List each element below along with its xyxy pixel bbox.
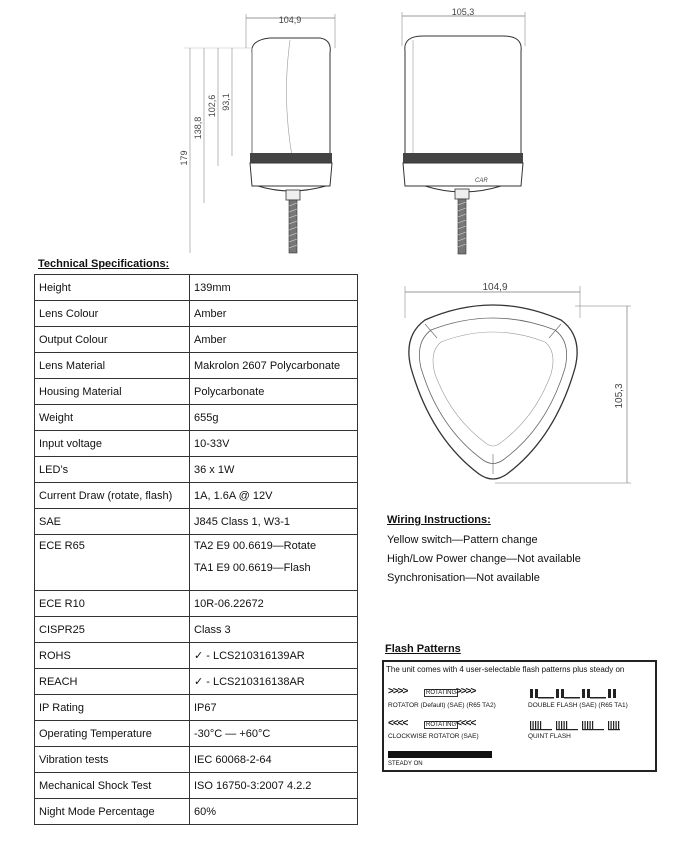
spec-value: 1A, 1.6A @ 12V	[190, 483, 358, 509]
spec-value: Amber	[190, 327, 358, 353]
top-view-drawing	[395, 278, 640, 493]
spec-value: 655g	[190, 405, 358, 431]
spec-row	[35, 535, 358, 591]
dim-179-label: 179	[179, 150, 189, 166]
flash-patterns-title: Flash Patterns	[385, 643, 461, 655]
spec-key: ECE R10	[35, 591, 190, 617]
flash-patterns-box	[382, 660, 657, 772]
spec-value-line: TA1 E9 00.6619—Flash	[194, 562, 311, 574]
rotator-label: ROTATOR (Default) (SAE) (R65 TA2)	[388, 702, 496, 709]
side-view-drawing	[170, 8, 370, 258]
cw-rotator-arrows-icon: <<<<	[388, 718, 408, 729]
spec-key: IP Rating	[35, 695, 190, 721]
spec-value: Makrolon 2607 Polycarbonate	[190, 353, 358, 379]
spec-row	[35, 695, 358, 721]
spec-key: ROHS	[35, 643, 190, 669]
spec-row	[35, 747, 358, 773]
spec-row	[35, 431, 358, 457]
spec-value: IEC 60068-2-64	[190, 747, 358, 773]
spec-key: Height	[35, 275, 190, 301]
quint-flash-icon	[528, 719, 632, 731]
spec-value: Amber	[190, 301, 358, 327]
spec-row	[35, 617, 358, 643]
spec-key: Input voltage	[35, 431, 190, 457]
spec-key: Weight	[35, 405, 190, 431]
spec-value: 10-33V	[190, 431, 358, 457]
spec-key: Output Colour	[35, 327, 190, 353]
spec-row	[35, 721, 358, 747]
double-flash-label: DOUBLE FLASH (SAE) (R65 TA1)	[528, 702, 628, 709]
spec-key: Operating Temperature	[35, 721, 190, 747]
flash-intro: The unit comes with 4 user-selectable flash patterns plus steady on	[386, 665, 625, 674]
top-depth-label: 105,3	[614, 383, 625, 409]
spec-key: Vibration tests	[35, 747, 190, 773]
front-view-drawing	[395, 6, 535, 258]
svg-text:CAR: CAR	[475, 178, 488, 184]
spec-value: Class 3	[190, 617, 358, 643]
spec-value: 10R-06.22672	[190, 591, 358, 617]
front-width-label: 105,3	[451, 7, 475, 17]
side-width-label: 104,9	[278, 15, 302, 25]
spec-key: Mechanical Shock Test	[35, 773, 190, 799]
top-width-label: 104,9	[482, 282, 508, 293]
spec-row	[35, 327, 358, 353]
spec-key: Housing Material	[35, 379, 190, 405]
wiring-instructions	[387, 514, 581, 585]
spec-key: Lens Material	[35, 353, 190, 379]
rotating-tag: ROTATING	[426, 722, 457, 728]
spec-row	[35, 799, 358, 825]
dim-138-label: 138,8	[193, 116, 203, 140]
spec-value: ✓ - LCS210316138AR	[190, 669, 358, 695]
spec-value: IP67	[190, 695, 358, 721]
rotating-tag: ROTATING	[426, 690, 457, 696]
wiring-line: Yellow switch—Pattern change	[387, 534, 538, 546]
wiring-line: High/Low Power change—Not available	[387, 553, 581, 565]
spec-row	[35, 669, 358, 695]
wiring-title: Wiring Instructions:	[387, 514, 491, 526]
spec-value-line: TA2 E9 00.6619—Rotate	[194, 540, 317, 552]
spec-row	[35, 379, 358, 405]
spec-row	[35, 353, 358, 379]
cw-rotator-label: CLOCKWISE ROTATOR (SAE)	[388, 733, 479, 740]
spec-value: ISO 16750-3:2007 4.2.2	[190, 773, 358, 799]
steady-on-label: STEADY ON	[388, 761, 423, 767]
spec-title: Technical Specifications:	[38, 258, 170, 270]
spec-value: -30°C — +60°C	[190, 721, 358, 747]
cw-rotator-arrows-icon: <<<<	[456, 718, 476, 729]
spec-row	[35, 483, 358, 509]
dim-102-label: 102,6	[207, 94, 217, 118]
dim-93-label: 93,1	[221, 93, 231, 111]
spec-value	[190, 535, 358, 591]
spec-value: ✓ - LCS210316139AR	[190, 643, 358, 669]
spec-value: J845 Class 1, W3-1	[190, 509, 358, 535]
spec-value: Polycarbonate	[190, 379, 358, 405]
spec-row	[35, 457, 358, 483]
spec-key: LED’s	[35, 457, 190, 483]
spec-key: CISPR25	[35, 617, 190, 643]
spec-value: 36 x 1W	[190, 457, 358, 483]
spec-row	[35, 773, 358, 799]
spec-key: Current Draw (rotate, flash)	[35, 483, 190, 509]
spec-row	[35, 591, 358, 617]
wiring-line: Synchronisation—Not available	[387, 572, 540, 584]
spec-row	[35, 301, 358, 327]
spec-key: SAE	[35, 509, 190, 535]
spec-row	[35, 405, 358, 431]
spec-key: REACH	[35, 669, 190, 695]
rotator-arrows-icon: >>>>	[456, 686, 476, 697]
spec-table	[34, 274, 358, 825]
spec-row	[35, 509, 358, 535]
spec-row	[35, 643, 358, 669]
rotator-arrows-icon: >>>>	[388, 686, 408, 697]
double-flash-icon	[528, 687, 632, 699]
spec-key: Night Mode Percentage	[35, 799, 190, 825]
spec-value: 139mm	[190, 275, 358, 301]
spec-value: 60%	[190, 799, 358, 825]
spec-row	[35, 275, 358, 301]
spec-key: Lens Colour	[35, 301, 190, 327]
spec-key: ECE R65	[35, 535, 190, 591]
steady-on-bar	[388, 751, 492, 758]
quint-flash-label: QUINT FLASH	[528, 733, 571, 740]
